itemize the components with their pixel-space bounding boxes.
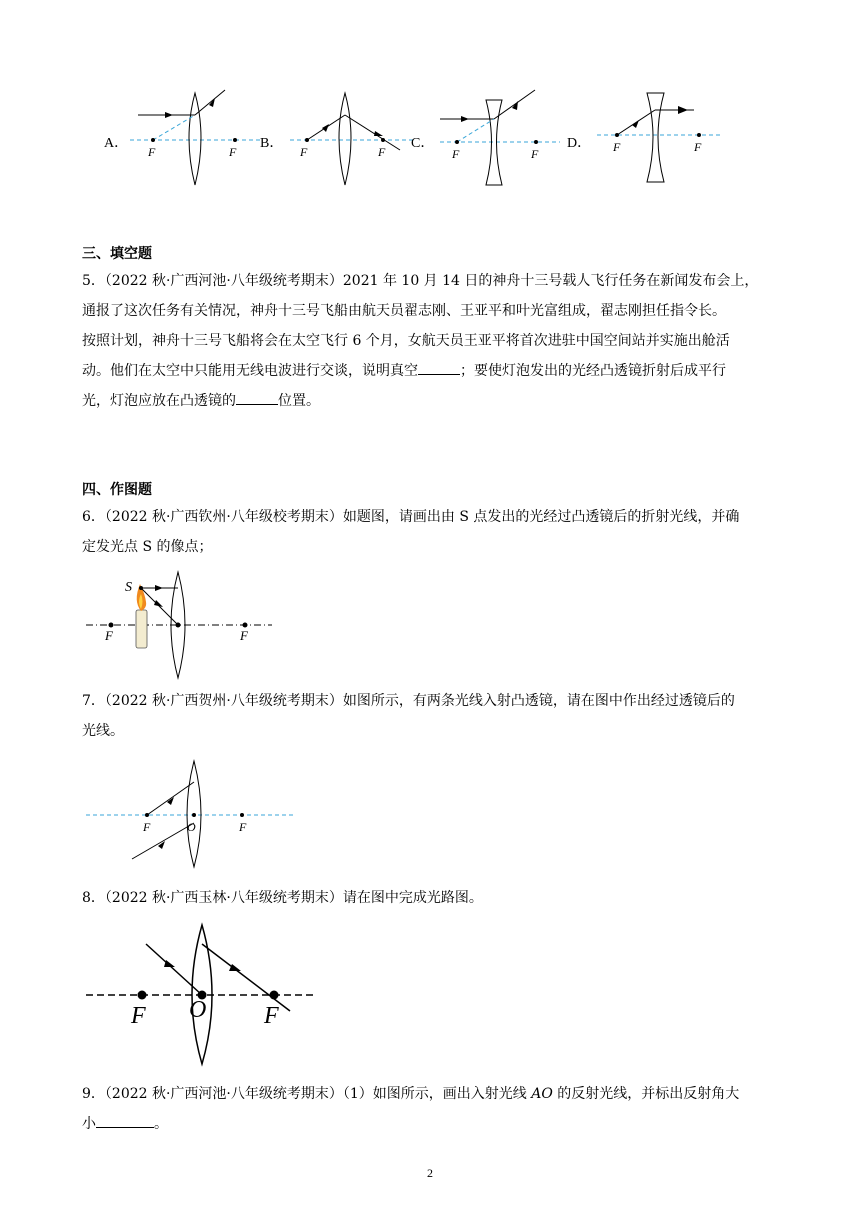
section-title-fill-in: 三、填空题 (82, 246, 152, 262)
q8-diagram (84, 922, 319, 1067)
option-b-focus-left: F (300, 145, 308, 159)
q6-point-s-label: S (125, 580, 132, 595)
q5-line-5-start: 光，灯泡应放在凸透镜的 (82, 393, 236, 409)
q5-blank-1[interactable] (418, 360, 460, 375)
q5-line-2: 通报了这次任务有关情况，神舟十三号飞船由航天员翟志刚、王亚平和叶光富组成，翟志刚担任指令长。 (82, 303, 726, 319)
section-title-drawing: 四、作图题 (82, 482, 152, 498)
q6-focus-left: F (105, 628, 113, 643)
q6-line-1: 6．（2022 秋·广西钦州·八年级校考期末）如题图，请画出由 S 点发出的光经过凸透镜后的折射光线，并确 (82, 509, 740, 525)
q9-line-1-end: 的反射光线，并标出反射角大 (552, 1086, 740, 1102)
option-d-focus-left: F (613, 140, 621, 154)
question-6 (82, 502, 782, 562)
option-c-label: C． (411, 136, 435, 151)
q6-line-2: 定发光点 S 的像点； (82, 539, 213, 555)
option-c-diagram (435, 85, 565, 190)
q9-ray-ao: AO (531, 1086, 553, 1102)
q9-line-1 (82, 1079, 782, 1109)
q8-focus-left: F (131, 1003, 146, 1029)
q9-line-2-start: 小 (82, 1116, 96, 1132)
question-7 (82, 686, 782, 746)
q6-focus-right: F (240, 628, 248, 643)
q9-blank[interactable] (96, 1113, 154, 1128)
question-9 (82, 1079, 782, 1139)
q9-line-2-end: 。 (154, 1116, 168, 1132)
q8-optical-center: O (189, 997, 207, 1023)
option-c-focus-right: F (531, 147, 539, 161)
option-a-focus-right: F (229, 145, 237, 159)
q7-optical-center: O (187, 820, 196, 834)
q8-focus-right: F (264, 1003, 279, 1029)
page-number: 2 (427, 1166, 433, 1180)
option-a-diagram (120, 85, 270, 190)
option-d-focus-right: F (694, 140, 702, 154)
q7-focus-left: F (143, 820, 151, 834)
q5-line-3: 按照计划，神舟十三号飞船将会在太空飞行 6 个月，女航天员王亚平将首次进驻中国空间站并实施出舱活 (82, 333, 730, 349)
q9-line-1-start: 9．（2022 秋·广西河池·八年级统考期末）（1）如图所示，画出入射光线 (82, 1086, 532, 1102)
q5-line-4-start: 动。他们在太空中只能用无线电波进行交谈，说明真空 (82, 363, 418, 379)
question-8 (82, 883, 782, 913)
q7-diagram (84, 755, 299, 870)
q5-line-4-end: ；要使灯泡发出的光经凸透镜折射后成平行 (460, 363, 726, 379)
q7-line-1: 7．（2022 秋·广西贺州·八年级统考期末）如图所示，有两条光线入射凸透镜，请在图中作出经过透镜后的 (82, 693, 735, 709)
option-b-focus-right: F (378, 145, 386, 159)
q5-blank-2[interactable] (236, 390, 278, 405)
q9-line-2 (82, 1109, 782, 1139)
q8-line-1: 8．（2022 秋·广西玉林·八年级统考期末）请在图中完成光路图。 (82, 890, 483, 906)
option-c-focus-left: F (452, 147, 460, 161)
option-a-label: A． (104, 136, 129, 151)
q6-diagram (84, 568, 284, 683)
q5-line-5 (82, 386, 782, 416)
q7-line-2: 光线。 (82, 723, 124, 739)
q7-focus-right: F (239, 820, 247, 834)
q5-line-4 (82, 356, 782, 386)
option-d-diagram (592, 85, 727, 190)
option-b-diagram (285, 85, 420, 190)
option-a-focus-left: F (148, 145, 156, 159)
option-d-label: D． (567, 136, 592, 151)
question-5 (82, 266, 782, 416)
q5-line-1: 5．（2022 秋·广西河池·八年级统考期末）2021 年 10 月 14 日的神舟十三号载人飞行任务在新闻发布会上， (82, 273, 759, 289)
q5-line-5-end: 位置。 (278, 393, 320, 409)
option-b-label: B． (260, 136, 284, 151)
